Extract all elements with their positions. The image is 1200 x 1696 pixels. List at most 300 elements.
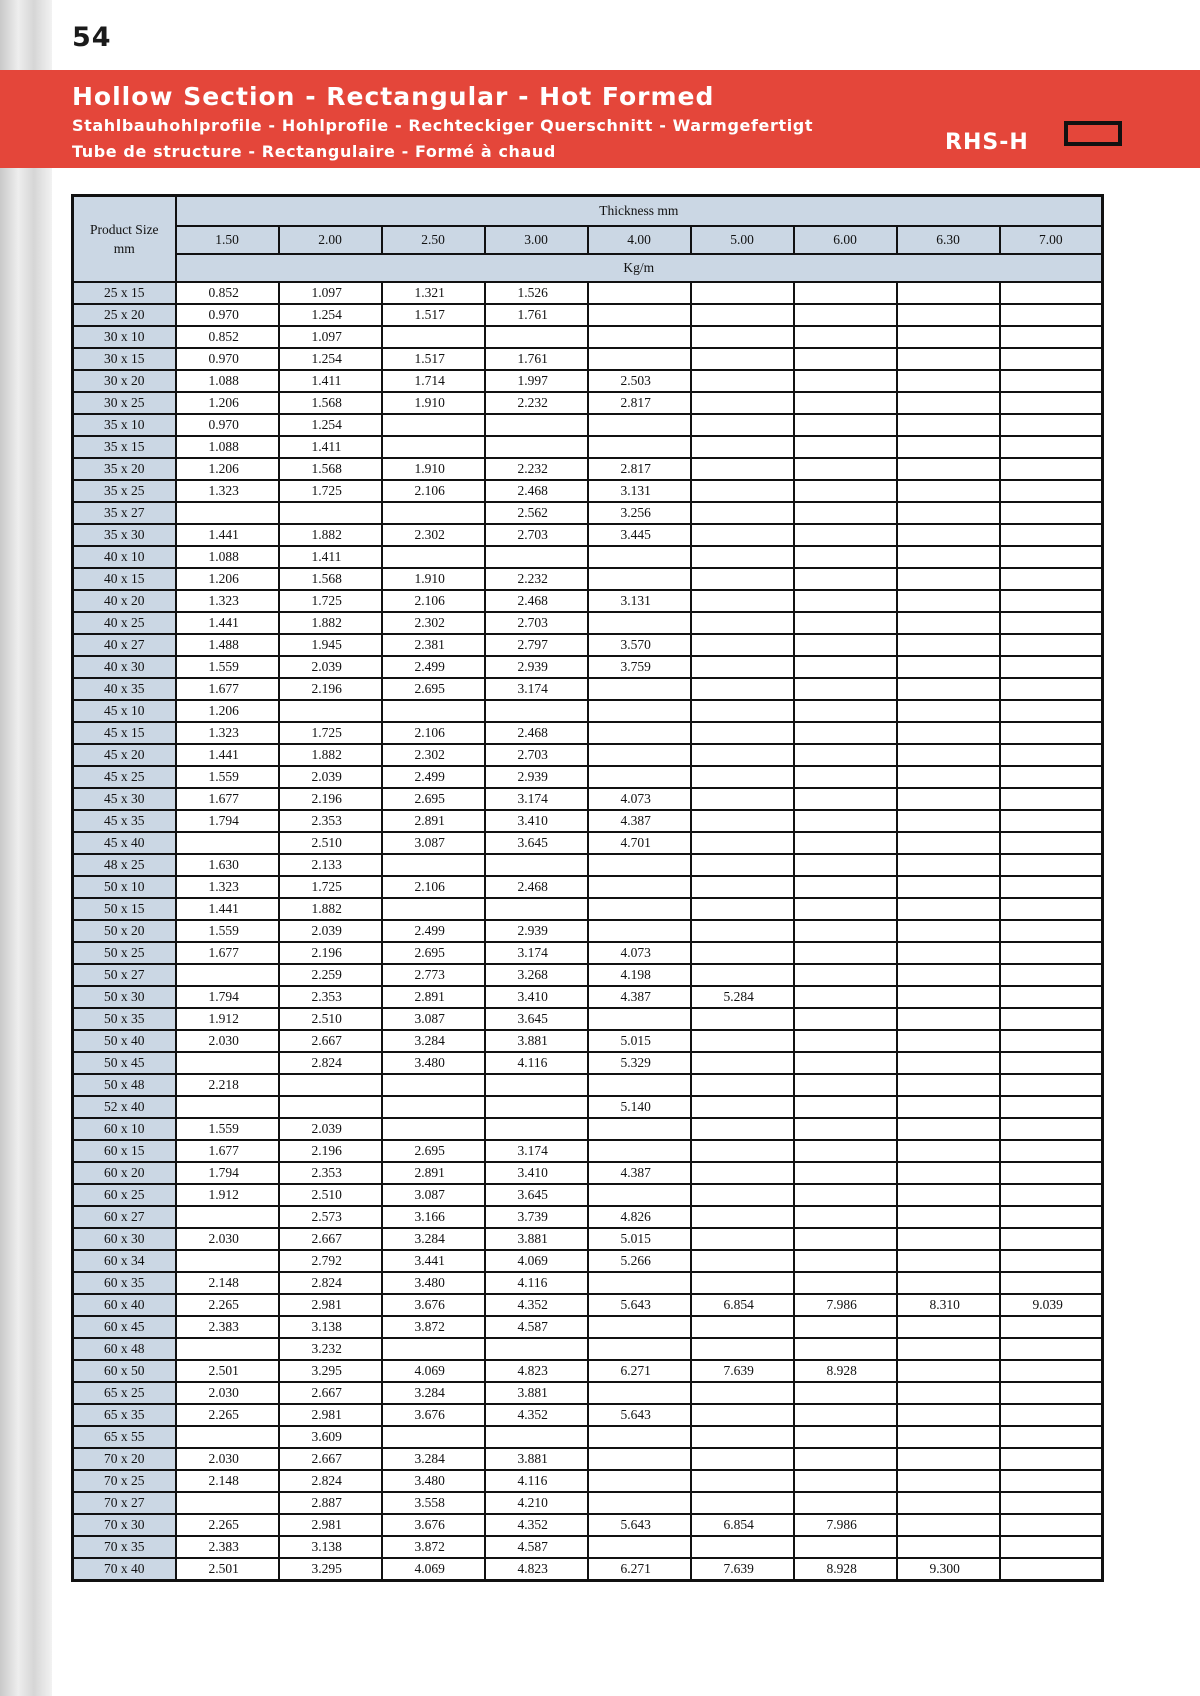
weight-cell xyxy=(897,1360,1000,1382)
weight-cell: 7.639 xyxy=(691,1360,794,1382)
weight-cell xyxy=(1000,1250,1103,1272)
table-row xyxy=(73,920,1103,942)
weight-cell xyxy=(691,1338,794,1360)
table-row xyxy=(73,1382,1103,1404)
table-row xyxy=(73,1514,1103,1536)
weight-cell: 3.256 xyxy=(588,502,691,524)
weight-cell: 1.761 xyxy=(485,348,588,370)
weight-cell: 2.039 xyxy=(279,1118,382,1140)
weight-cell: 5.015 xyxy=(588,1228,691,1250)
product-size-cell: 50 x 15 xyxy=(73,898,176,920)
weight-cell: 2.887 xyxy=(279,1492,382,1514)
weight-cell xyxy=(1000,326,1103,348)
weight-cell: 2.148 xyxy=(176,1272,279,1294)
weight-cell xyxy=(691,1536,794,1558)
product-size-cell: 60 x 48 xyxy=(73,1338,176,1360)
weight-cell xyxy=(691,832,794,854)
weight-cell: 5.643 xyxy=(588,1514,691,1536)
weight-cell xyxy=(897,1228,1000,1250)
weight-cell: 1.677 xyxy=(176,942,279,964)
weight-cell xyxy=(485,1118,588,1140)
weight-cell xyxy=(485,700,588,722)
weight-cell xyxy=(794,458,897,480)
weight-cell: 7.986 xyxy=(794,1514,897,1536)
product-size-cell: 25 x 15 xyxy=(73,282,176,304)
weight-cell: 4.352 xyxy=(485,1404,588,1426)
product-size-cell: 35 x 30 xyxy=(73,524,176,546)
weight-cell: 5.329 xyxy=(588,1052,691,1074)
weight-cell xyxy=(382,1426,485,1448)
weight-cell: 2.573 xyxy=(279,1206,382,1228)
weight-cell xyxy=(897,1448,1000,1470)
weight-cell xyxy=(691,1184,794,1206)
weight-cell: 2.468 xyxy=(485,722,588,744)
weight-cell: 2.695 xyxy=(382,942,485,964)
weight-cell: 6.854 xyxy=(691,1294,794,1316)
product-size-cell: 45 x 35 xyxy=(73,810,176,832)
weight-cell xyxy=(897,282,1000,304)
table-row xyxy=(73,744,1103,766)
weight-cell xyxy=(794,920,897,942)
weight-cell: 1.254 xyxy=(279,348,382,370)
weight-cell: 6.271 xyxy=(588,1360,691,1382)
weight-cell xyxy=(1000,700,1103,722)
weight-cell xyxy=(897,1250,1000,1272)
weight-cell xyxy=(897,1382,1000,1404)
weight-cell xyxy=(1000,568,1103,590)
weight-cell xyxy=(897,876,1000,898)
weight-cell xyxy=(691,656,794,678)
product-size-cell: 60 x 45 xyxy=(73,1316,176,1338)
weight-cell: 1.206 xyxy=(176,700,279,722)
weight-cell xyxy=(897,1470,1000,1492)
table-row xyxy=(73,678,1103,700)
weight-cell xyxy=(794,722,897,744)
weight-cell xyxy=(1000,1492,1103,1514)
weight-cell: 2.499 xyxy=(382,656,485,678)
weight-cell xyxy=(1000,920,1103,942)
table-row xyxy=(73,964,1103,986)
subtitle-german: Stahlbauhohlprofile - Hohlprofile - Rechteckiger Querschnitt - Warmgefertigt xyxy=(72,116,814,135)
weight-cell xyxy=(588,436,691,458)
table-row xyxy=(73,634,1103,656)
weight-cell xyxy=(279,1074,382,1096)
weight-cell: 4.387 xyxy=(588,810,691,832)
weight-table xyxy=(71,194,1104,1582)
weight-cell: 2.148 xyxy=(176,1470,279,1492)
weight-cell: 3.087 xyxy=(382,1184,485,1206)
weight-cell xyxy=(691,370,794,392)
weight-cell xyxy=(897,678,1000,700)
weight-cell xyxy=(794,1404,897,1426)
product-size-cell: 30 x 15 xyxy=(73,348,176,370)
weight-cell: 1.714 xyxy=(382,370,485,392)
table-row xyxy=(73,832,1103,854)
weight-cell: 3.166 xyxy=(382,1206,485,1228)
weight-cell: 8.928 xyxy=(794,1360,897,1382)
table-row xyxy=(73,898,1103,920)
weight-cell: 2.353 xyxy=(279,810,382,832)
table-row xyxy=(73,1162,1103,1184)
weight-cell: 2.503 xyxy=(588,370,691,392)
weight-cell: 1.910 xyxy=(382,568,485,590)
side-strip xyxy=(0,0,52,1696)
weight-cell xyxy=(691,326,794,348)
weight-cell: 1.517 xyxy=(382,348,485,370)
weight-cell: 3.445 xyxy=(588,524,691,546)
weight-cell xyxy=(897,590,1000,612)
weight-cell: 2.106 xyxy=(382,480,485,502)
weight-cell xyxy=(794,1096,897,1118)
weight-cell: 6.854 xyxy=(691,1514,794,1536)
weight-cell xyxy=(691,392,794,414)
weight-cell xyxy=(382,1338,485,1360)
weight-cell: 1.677 xyxy=(176,678,279,700)
weight-cell: 2.468 xyxy=(485,590,588,612)
weight-cell: 1.997 xyxy=(485,370,588,392)
weight-cell xyxy=(382,854,485,876)
product-size-cell: 45 x 20 xyxy=(73,744,176,766)
weight-cell xyxy=(691,590,794,612)
weight-cell xyxy=(897,546,1000,568)
weight-cell xyxy=(279,502,382,524)
weight-cell: 2.981 xyxy=(279,1404,382,1426)
weight-cell xyxy=(794,282,897,304)
table-row xyxy=(73,524,1103,546)
weight-cell: 3.759 xyxy=(588,656,691,678)
weight-cell xyxy=(897,898,1000,920)
table-row xyxy=(73,1184,1103,1206)
weight-cell: 1.559 xyxy=(176,1118,279,1140)
weight-cell: 2.817 xyxy=(588,392,691,414)
product-size-cell: 45 x 10 xyxy=(73,700,176,722)
weight-cell xyxy=(794,1162,897,1184)
weight-cell: 0.970 xyxy=(176,304,279,326)
table-row xyxy=(73,722,1103,744)
product-size-cell: 50 x 25 xyxy=(73,942,176,964)
weight-cell: 3.872 xyxy=(382,1536,485,1558)
weight-cell: 2.695 xyxy=(382,1140,485,1162)
weight-cell: 2.510 xyxy=(279,1008,382,1030)
weight-cell xyxy=(588,1492,691,1514)
weight-cell: 2.939 xyxy=(485,766,588,788)
table-row xyxy=(73,370,1103,392)
product-size-cell: 35 x 15 xyxy=(73,436,176,458)
weight-cell xyxy=(794,436,897,458)
thickness-header: Thickness mm xyxy=(176,196,1103,227)
weight-cell xyxy=(794,700,897,722)
weight-cell xyxy=(1000,1008,1103,1030)
product-size-cell: 60 x 30 xyxy=(73,1228,176,1250)
product-size-label: Product Size xyxy=(89,222,159,237)
weight-cell xyxy=(897,612,1000,634)
weight-cell: 1.488 xyxy=(176,634,279,656)
weight-cell xyxy=(1000,1382,1103,1404)
weight-cell: 1.206 xyxy=(176,458,279,480)
table-row xyxy=(73,1316,1103,1338)
weight-cell xyxy=(691,1118,794,1140)
weight-cell xyxy=(1000,1404,1103,1426)
weight-cell xyxy=(1000,458,1103,480)
weight-cell xyxy=(691,1052,794,1074)
table-row xyxy=(73,1272,1103,1294)
weight-cell xyxy=(794,832,897,854)
weight-cell: 1.882 xyxy=(279,744,382,766)
weight-cell xyxy=(794,1382,897,1404)
weight-cell xyxy=(1000,1140,1103,1162)
weight-cell xyxy=(691,1030,794,1052)
weight-cell: 2.667 xyxy=(279,1382,382,1404)
product-size-cell: 40 x 10 xyxy=(73,546,176,568)
weight-cell xyxy=(794,678,897,700)
weight-cell xyxy=(485,854,588,876)
weight-cell xyxy=(897,854,1000,876)
weight-cell: 0.852 xyxy=(176,326,279,348)
weight-cell: 0.970 xyxy=(176,414,279,436)
weight-cell: 1.097 xyxy=(279,326,382,348)
weight-cell: 1.254 xyxy=(279,304,382,326)
weight-cell: 2.824 xyxy=(279,1470,382,1492)
product-size-cell: 35 x 27 xyxy=(73,502,176,524)
weight-cell xyxy=(691,1448,794,1470)
weight-cell: 3.676 xyxy=(382,1294,485,1316)
weight-cell xyxy=(897,326,1000,348)
weight-cell: 2.218 xyxy=(176,1074,279,1096)
weight-cell xyxy=(794,502,897,524)
weight-cell xyxy=(588,414,691,436)
weight-cell xyxy=(1000,1206,1103,1228)
weight-cell xyxy=(1000,876,1103,898)
weight-cell xyxy=(1000,1272,1103,1294)
weight-cell xyxy=(1000,414,1103,436)
weight-cell xyxy=(1000,524,1103,546)
weight-cell xyxy=(691,1008,794,1030)
product-size-cell: 50 x 45 xyxy=(73,1052,176,1074)
weight-cell xyxy=(691,1492,794,1514)
weight-cell xyxy=(588,1316,691,1338)
table-row xyxy=(73,1206,1103,1228)
product-size-cell: 35 x 25 xyxy=(73,480,176,502)
weight-cell xyxy=(691,920,794,942)
weight-cell: 4.116 xyxy=(485,1052,588,1074)
weight-cell: 1.630 xyxy=(176,854,279,876)
weight-cell xyxy=(588,722,691,744)
weight-cell: 2.824 xyxy=(279,1052,382,1074)
weight-cell: 4.073 xyxy=(588,788,691,810)
weight-cell xyxy=(382,326,485,348)
weight-cell xyxy=(691,568,794,590)
weight-cell: 2.265 xyxy=(176,1294,279,1316)
weight-cell xyxy=(897,392,1000,414)
weight-cell xyxy=(1000,304,1103,326)
table-row xyxy=(73,326,1103,348)
weight-cell xyxy=(588,1448,691,1470)
table-row xyxy=(73,1140,1103,1162)
weight-cell xyxy=(691,876,794,898)
weight-cell xyxy=(485,546,588,568)
weight-cell xyxy=(382,898,485,920)
product-size-cell: 35 x 10 xyxy=(73,414,176,436)
weight-cell xyxy=(588,1074,691,1096)
weight-cell xyxy=(794,942,897,964)
weight-cell xyxy=(897,942,1000,964)
weight-cell: 7.639 xyxy=(691,1558,794,1581)
weight-cell xyxy=(794,1272,897,1294)
weight-cell xyxy=(588,326,691,348)
product-size-cell: 60 x 10 xyxy=(73,1118,176,1140)
weight-cell xyxy=(691,480,794,502)
product-size-cell: 65 x 55 xyxy=(73,1426,176,1448)
weight-cell xyxy=(588,612,691,634)
weight-cell xyxy=(691,546,794,568)
weight-cell xyxy=(1000,1470,1103,1492)
table-row xyxy=(73,590,1103,612)
weight-cell xyxy=(897,568,1000,590)
weight-cell: 1.912 xyxy=(176,1008,279,1030)
weight-cell: 1.321 xyxy=(382,282,485,304)
weight-cell: 7.986 xyxy=(794,1294,897,1316)
weight-cell: 2.499 xyxy=(382,920,485,942)
weight-cell: 2.353 xyxy=(279,986,382,1008)
weight-cell xyxy=(1000,1426,1103,1448)
weight-cell: 2.232 xyxy=(485,392,588,414)
weight-cell: 3.480 xyxy=(382,1470,485,1492)
product-size-cell: 50 x 30 xyxy=(73,986,176,1008)
weight-cell xyxy=(897,1338,1000,1360)
weight-cell: 2.939 xyxy=(485,656,588,678)
weight-cell xyxy=(794,326,897,348)
weight-cell: 2.891 xyxy=(382,1162,485,1184)
weight-cell xyxy=(794,546,897,568)
weight-cell xyxy=(691,810,794,832)
weight-cell xyxy=(794,304,897,326)
weight-cell: 1.761 xyxy=(485,304,588,326)
weight-cell xyxy=(691,1316,794,1338)
weight-cell xyxy=(897,1074,1000,1096)
table-row xyxy=(73,1052,1103,1074)
weight-cell: 3.645 xyxy=(485,1008,588,1030)
weight-cell xyxy=(485,1426,588,1448)
weight-cell xyxy=(588,1118,691,1140)
weight-cell: 3.174 xyxy=(485,942,588,964)
weight-cell xyxy=(382,414,485,436)
table-row xyxy=(73,436,1103,458)
weight-cell xyxy=(897,1536,1000,1558)
weight-cell: 1.725 xyxy=(279,876,382,898)
product-size-cell: 60 x 20 xyxy=(73,1162,176,1184)
weight-cell: 2.196 xyxy=(279,942,382,964)
weight-cell xyxy=(691,1228,794,1250)
weight-cell xyxy=(1000,480,1103,502)
weight-cell xyxy=(794,1470,897,1492)
table-row xyxy=(73,1030,1103,1052)
weight-cell xyxy=(794,788,897,810)
weight-cell xyxy=(1000,1030,1103,1052)
weight-cell: 2.232 xyxy=(485,458,588,480)
product-size-cell: 45 x 15 xyxy=(73,722,176,744)
weight-cell xyxy=(794,964,897,986)
product-size-cell: 60 x 50 xyxy=(73,1360,176,1382)
weight-cell: 3.284 xyxy=(382,1228,485,1250)
weight-cell: 1.323 xyxy=(176,590,279,612)
weight-cell: 4.069 xyxy=(382,1360,485,1382)
weight-cell: 4.823 xyxy=(485,1360,588,1382)
weight-cell: 2.196 xyxy=(279,1140,382,1162)
weight-cell: 3.676 xyxy=(382,1514,485,1536)
table-row xyxy=(73,568,1103,590)
weight-cell xyxy=(691,524,794,546)
weight-cell xyxy=(1000,436,1103,458)
weight-cell xyxy=(794,414,897,436)
weight-cell xyxy=(897,964,1000,986)
weight-cell xyxy=(897,1030,1000,1052)
weight-cell xyxy=(588,1008,691,1030)
weight-cell xyxy=(1000,590,1103,612)
weight-cell xyxy=(382,700,485,722)
weight-cell xyxy=(897,304,1000,326)
weight-cell xyxy=(1000,348,1103,370)
table-row xyxy=(73,348,1103,370)
weight-cell xyxy=(1000,744,1103,766)
weight-cell xyxy=(485,1338,588,1360)
product-size-cell: 30 x 20 xyxy=(73,370,176,392)
weight-cell xyxy=(794,392,897,414)
weight-cell xyxy=(897,502,1000,524)
weight-cell: 3.087 xyxy=(382,832,485,854)
table-row xyxy=(73,1228,1103,1250)
weight-cell: 2.265 xyxy=(176,1404,279,1426)
weight-cell: 2.030 xyxy=(176,1448,279,1470)
weight-cell: 2.030 xyxy=(176,1030,279,1052)
weight-cell xyxy=(897,1206,1000,1228)
table-row xyxy=(73,1360,1103,1382)
table-row xyxy=(73,1492,1103,1514)
weight-cell: 6.271 xyxy=(588,1558,691,1581)
table-row xyxy=(73,1074,1103,1096)
weight-cell xyxy=(176,1052,279,1074)
weight-cell: 1.323 xyxy=(176,722,279,744)
weight-cell xyxy=(1000,502,1103,524)
weight-cell: 1.411 xyxy=(279,370,382,392)
thickness-column-header: 7.00 xyxy=(1000,226,1103,254)
table-row xyxy=(73,282,1103,304)
weight-cell xyxy=(794,590,897,612)
thickness-column-header: 4.00 xyxy=(588,226,691,254)
table-row xyxy=(73,1250,1103,1272)
weight-cell xyxy=(897,722,1000,744)
product-size-cell: 50 x 27 xyxy=(73,964,176,986)
weight-cell xyxy=(897,986,1000,1008)
weight-cell: 1.559 xyxy=(176,920,279,942)
weight-cell: 2.196 xyxy=(279,788,382,810)
product-size-cell: 50 x 40 xyxy=(73,1030,176,1052)
weight-cell: 1.441 xyxy=(176,898,279,920)
weight-cell: 2.030 xyxy=(176,1228,279,1250)
weight-cell xyxy=(897,1272,1000,1294)
weight-cell: 3.558 xyxy=(382,1492,485,1514)
weight-cell: 3.131 xyxy=(588,590,691,612)
weight-cell xyxy=(176,1426,279,1448)
page-title: Hollow Section - Rectangular - Hot Formed xyxy=(72,82,715,111)
product-size-cell: 30 x 10 xyxy=(73,326,176,348)
weight-cell: 1.206 xyxy=(176,392,279,414)
weight-cell xyxy=(1000,1184,1103,1206)
weight-cell: 2.383 xyxy=(176,1316,279,1338)
table-row xyxy=(73,1404,1103,1426)
weight-cell xyxy=(794,810,897,832)
weight-cell xyxy=(1000,1558,1103,1581)
weight-cell xyxy=(588,744,691,766)
